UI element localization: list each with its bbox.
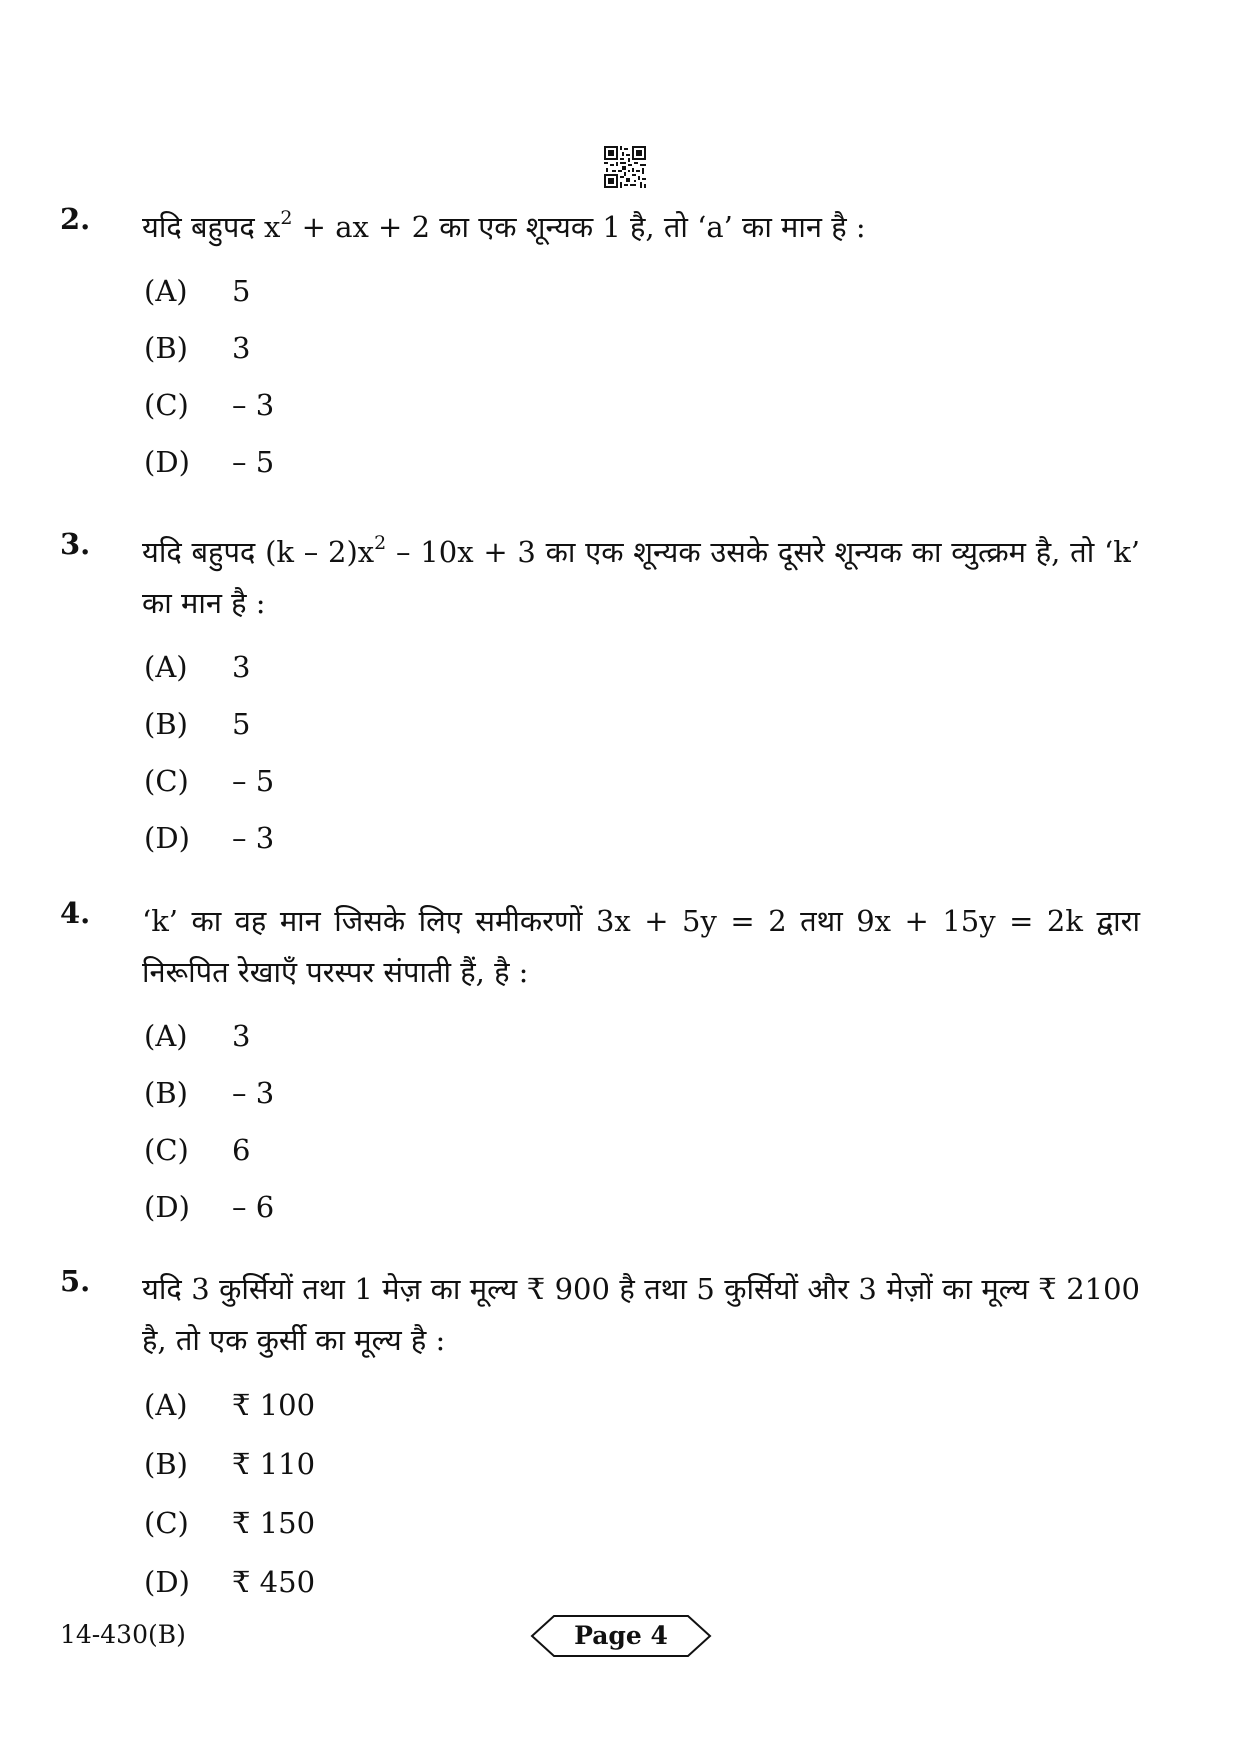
option-label: (C) <box>144 764 189 798</box>
question-text: यदि 3 कुर्सियों तथा 1 मेज़ का मूल्य ₹ 900 है तथा 5 कुर्सियों और 3 मेज़ों का मूल्य ₹ 2100 है, तो एक कुर्सी का मूल्य है : <box>142 1272 1140 1357</box>
question-number: 5. <box>60 1264 91 1298</box>
option-value: ₹ 150 <box>232 1506 316 1540</box>
question-4 <box>60 896 1140 1236</box>
option-d <box>144 1179 1140 1236</box>
question-text-part: – 10x + 3 का एक शून्यक उसके दूसरे शून्यक का व्युत्क्रम है, तो ‘k’ का मान है : <box>142 535 1140 620</box>
option-label: (D) <box>144 1565 190 1599</box>
question-text <box>142 527 1140 629</box>
option-value: 6 <box>232 1133 251 1167</box>
question-number: 2. <box>60 202 91 236</box>
option-a <box>144 263 1140 320</box>
option-d <box>144 434 1140 491</box>
option-value: – 3 <box>232 1076 275 1110</box>
option-label: (C) <box>144 1506 189 1540</box>
question-text-part: यदि बहुपद (k – 2)x <box>142 535 375 569</box>
option-label: (C) <box>144 1133 189 1167</box>
option-label: (D) <box>144 445 190 479</box>
option-c <box>144 1494 1140 1553</box>
options-list <box>144 263 1140 491</box>
options-list <box>144 1376 1140 1612</box>
option-value: – 3 <box>232 821 275 855</box>
option-value: – 5 <box>232 445 275 479</box>
superscript: 2 <box>280 207 293 230</box>
option-value: – 5 <box>232 764 275 798</box>
question-number: 3. <box>60 527 91 561</box>
option-value: 3 <box>232 331 251 365</box>
page-number: Page 4 <box>574 1621 668 1650</box>
options-list <box>144 639 1140 867</box>
option-value: 5 <box>232 707 251 741</box>
option-a <box>144 1376 1140 1435</box>
option-label: (C) <box>144 388 189 422</box>
option-label: (A) <box>144 1019 188 1053</box>
option-value: – 6 <box>232 1190 275 1224</box>
option-label: (B) <box>144 1076 188 1110</box>
option-value: – 3 <box>232 388 275 422</box>
option-label: (D) <box>144 1190 190 1224</box>
question-5 <box>60 1264 1140 1612</box>
option-c <box>144 1122 1140 1179</box>
option-label: (B) <box>144 1447 188 1481</box>
question-text-part: यदि बहुपद x <box>142 210 281 244</box>
superscript: 2 <box>374 532 387 555</box>
option-value: 3 <box>232 1019 251 1053</box>
option-value: ₹ 110 <box>232 1447 316 1481</box>
option-d <box>144 1553 1140 1612</box>
question-text: ‘k’ का वह मान जिसके लिए समीकरणों 3x + 5y = 2 तथा 9x + 15y = 2k द्वारा निरूपित रेखाएँ परस्पर संपाती हैं, है : <box>142 904 1140 989</box>
option-a <box>144 1008 1140 1065</box>
option-label: (B) <box>144 331 188 365</box>
option-label: (A) <box>144 650 188 684</box>
option-label: (A) <box>144 1388 188 1422</box>
options-list <box>144 1008 1140 1236</box>
option-value: 3 <box>232 650 251 684</box>
option-label: (A) <box>144 274 188 308</box>
option-value: ₹ 450 <box>232 1565 316 1599</box>
question-3 <box>60 527 1140 867</box>
option-b <box>144 1435 1140 1494</box>
question-text-part: + ax + 2 का एक शून्यक 1 है, तो ‘a’ का मान है : <box>292 210 866 244</box>
option-value: 5 <box>232 274 251 308</box>
option-c <box>144 753 1140 810</box>
option-value: ₹ 100 <box>232 1388 316 1422</box>
page-number-badge <box>528 1612 714 1660</box>
option-b <box>144 696 1140 753</box>
option-label: (D) <box>144 821 190 855</box>
option-a <box>144 639 1140 696</box>
option-c <box>144 377 1140 434</box>
option-label: (B) <box>144 707 188 741</box>
option-b <box>144 1065 1140 1122</box>
paper-code: 14-430(B) <box>60 1620 186 1649</box>
question-number: 4. <box>60 896 91 930</box>
question-text <box>142 202 1140 253</box>
option-d <box>144 810 1140 867</box>
qr-code-icon <box>604 146 646 188</box>
question-2 <box>60 202 1140 491</box>
option-b <box>144 320 1140 377</box>
